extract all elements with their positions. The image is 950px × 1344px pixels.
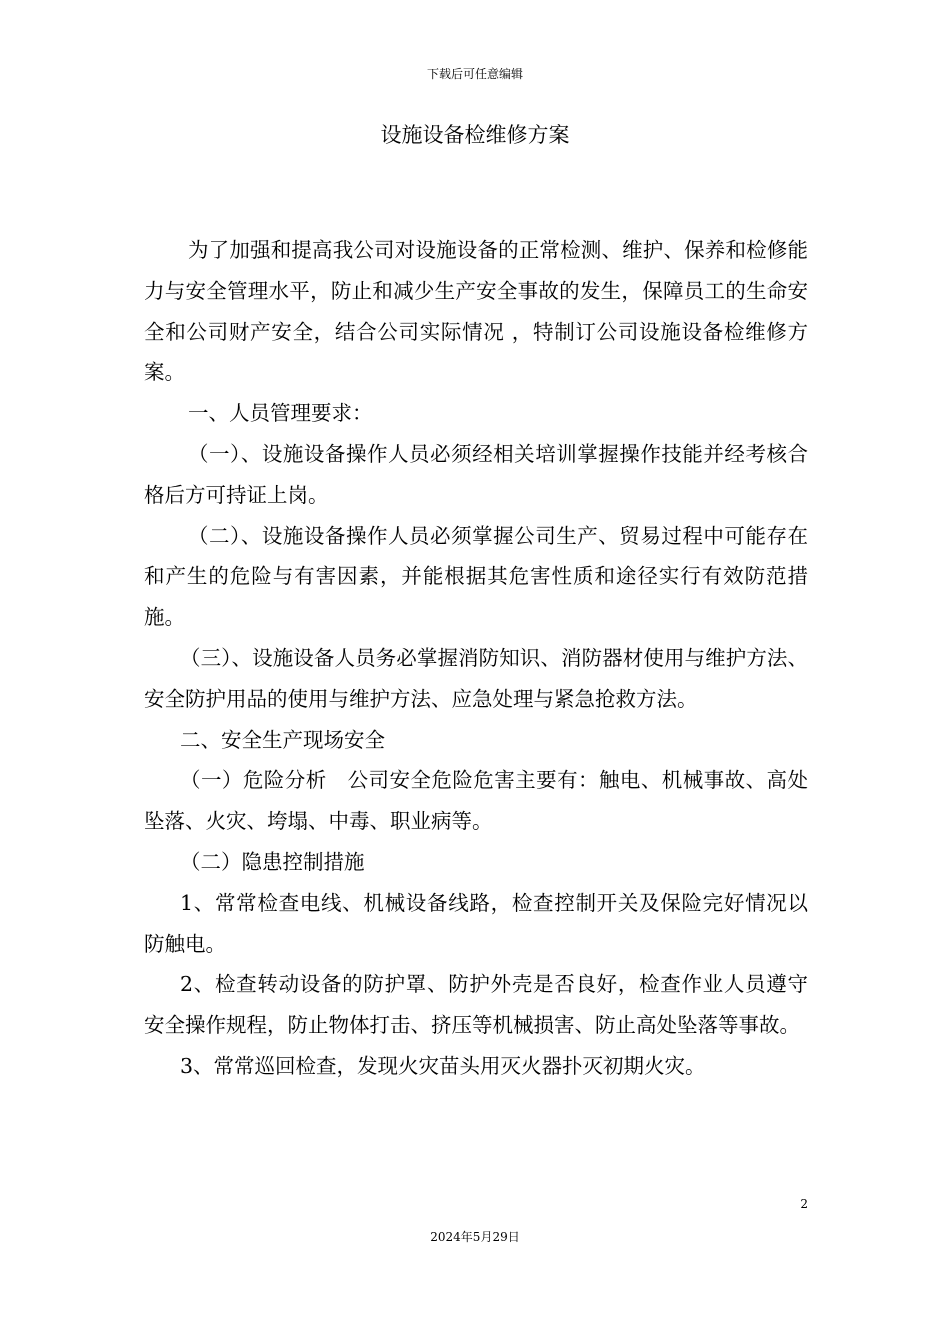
document-body <box>144 230 808 1087</box>
footer-date: 2024年5月29日 <box>430 1230 520 1244</box>
paragraph-item: 1、常常检查电线、机械设备线路，检查控制开关及保险完好情况以防触电。 <box>144 890 808 956</box>
paragraph-item: （三）、设施设备人员务必掌握消防知识、消防器材使用与维护方法、安全防护用品的使用与维护方法、应急处理与紧急抢救方法。 <box>144 645 808 711</box>
paragraph-item: （一）危险分析 公司安全危险危害主要有：触电、机械事故、高处坠落、火灾、垮塌、中毒、职业病等。 <box>144 768 808 834</box>
section-heading-safety: 二、安全生产现场安全 <box>180 727 385 752</box>
page-number: 2 <box>800 1197 808 1211</box>
paragraph-item: （二）隐患控制措施 <box>180 849 365 874</box>
paragraph-item: 2、检查转动设备的防护罩、防护外壳是否良好，检查作业人员遵守安全操作规程，防止物体打击、挤压等机械损害、防止高处坠落等事故。 <box>144 972 808 1038</box>
paragraph-item: 3、常常巡回检查，发现火灾苗头用灭火器扑灭初期火灾。 <box>180 1053 706 1078</box>
document-title: 设施设备检维修方案 <box>380 123 570 147</box>
paragraph-item: （二）、设施设备操作人员必须掌握公司生产、贸易过程中可能存在和产生的危险与有害因素，并能根据其危害性质和途径实行有效防范措施。 <box>144 523 808 630</box>
header-note: 下载后可任意编辑 <box>426 67 523 81</box>
paragraph-item: （一）、设施设备操作人员必须经相关培训掌握操作技能并经考核合格后方可持证上岗。 <box>144 441 808 507</box>
section-heading-personnel: 一、人员管理要求： <box>188 401 373 426</box>
paragraph-intro: 为了加强和提高我公司对设施设备的正常检测、维护、保养和检修能力与安全管理水平，防止和减少生产安全事故的发生，保障员工的生命安全和公司财产安全，结合公司实际情况 ，特制订公司设施设备检维修方案。 <box>144 238 808 385</box>
